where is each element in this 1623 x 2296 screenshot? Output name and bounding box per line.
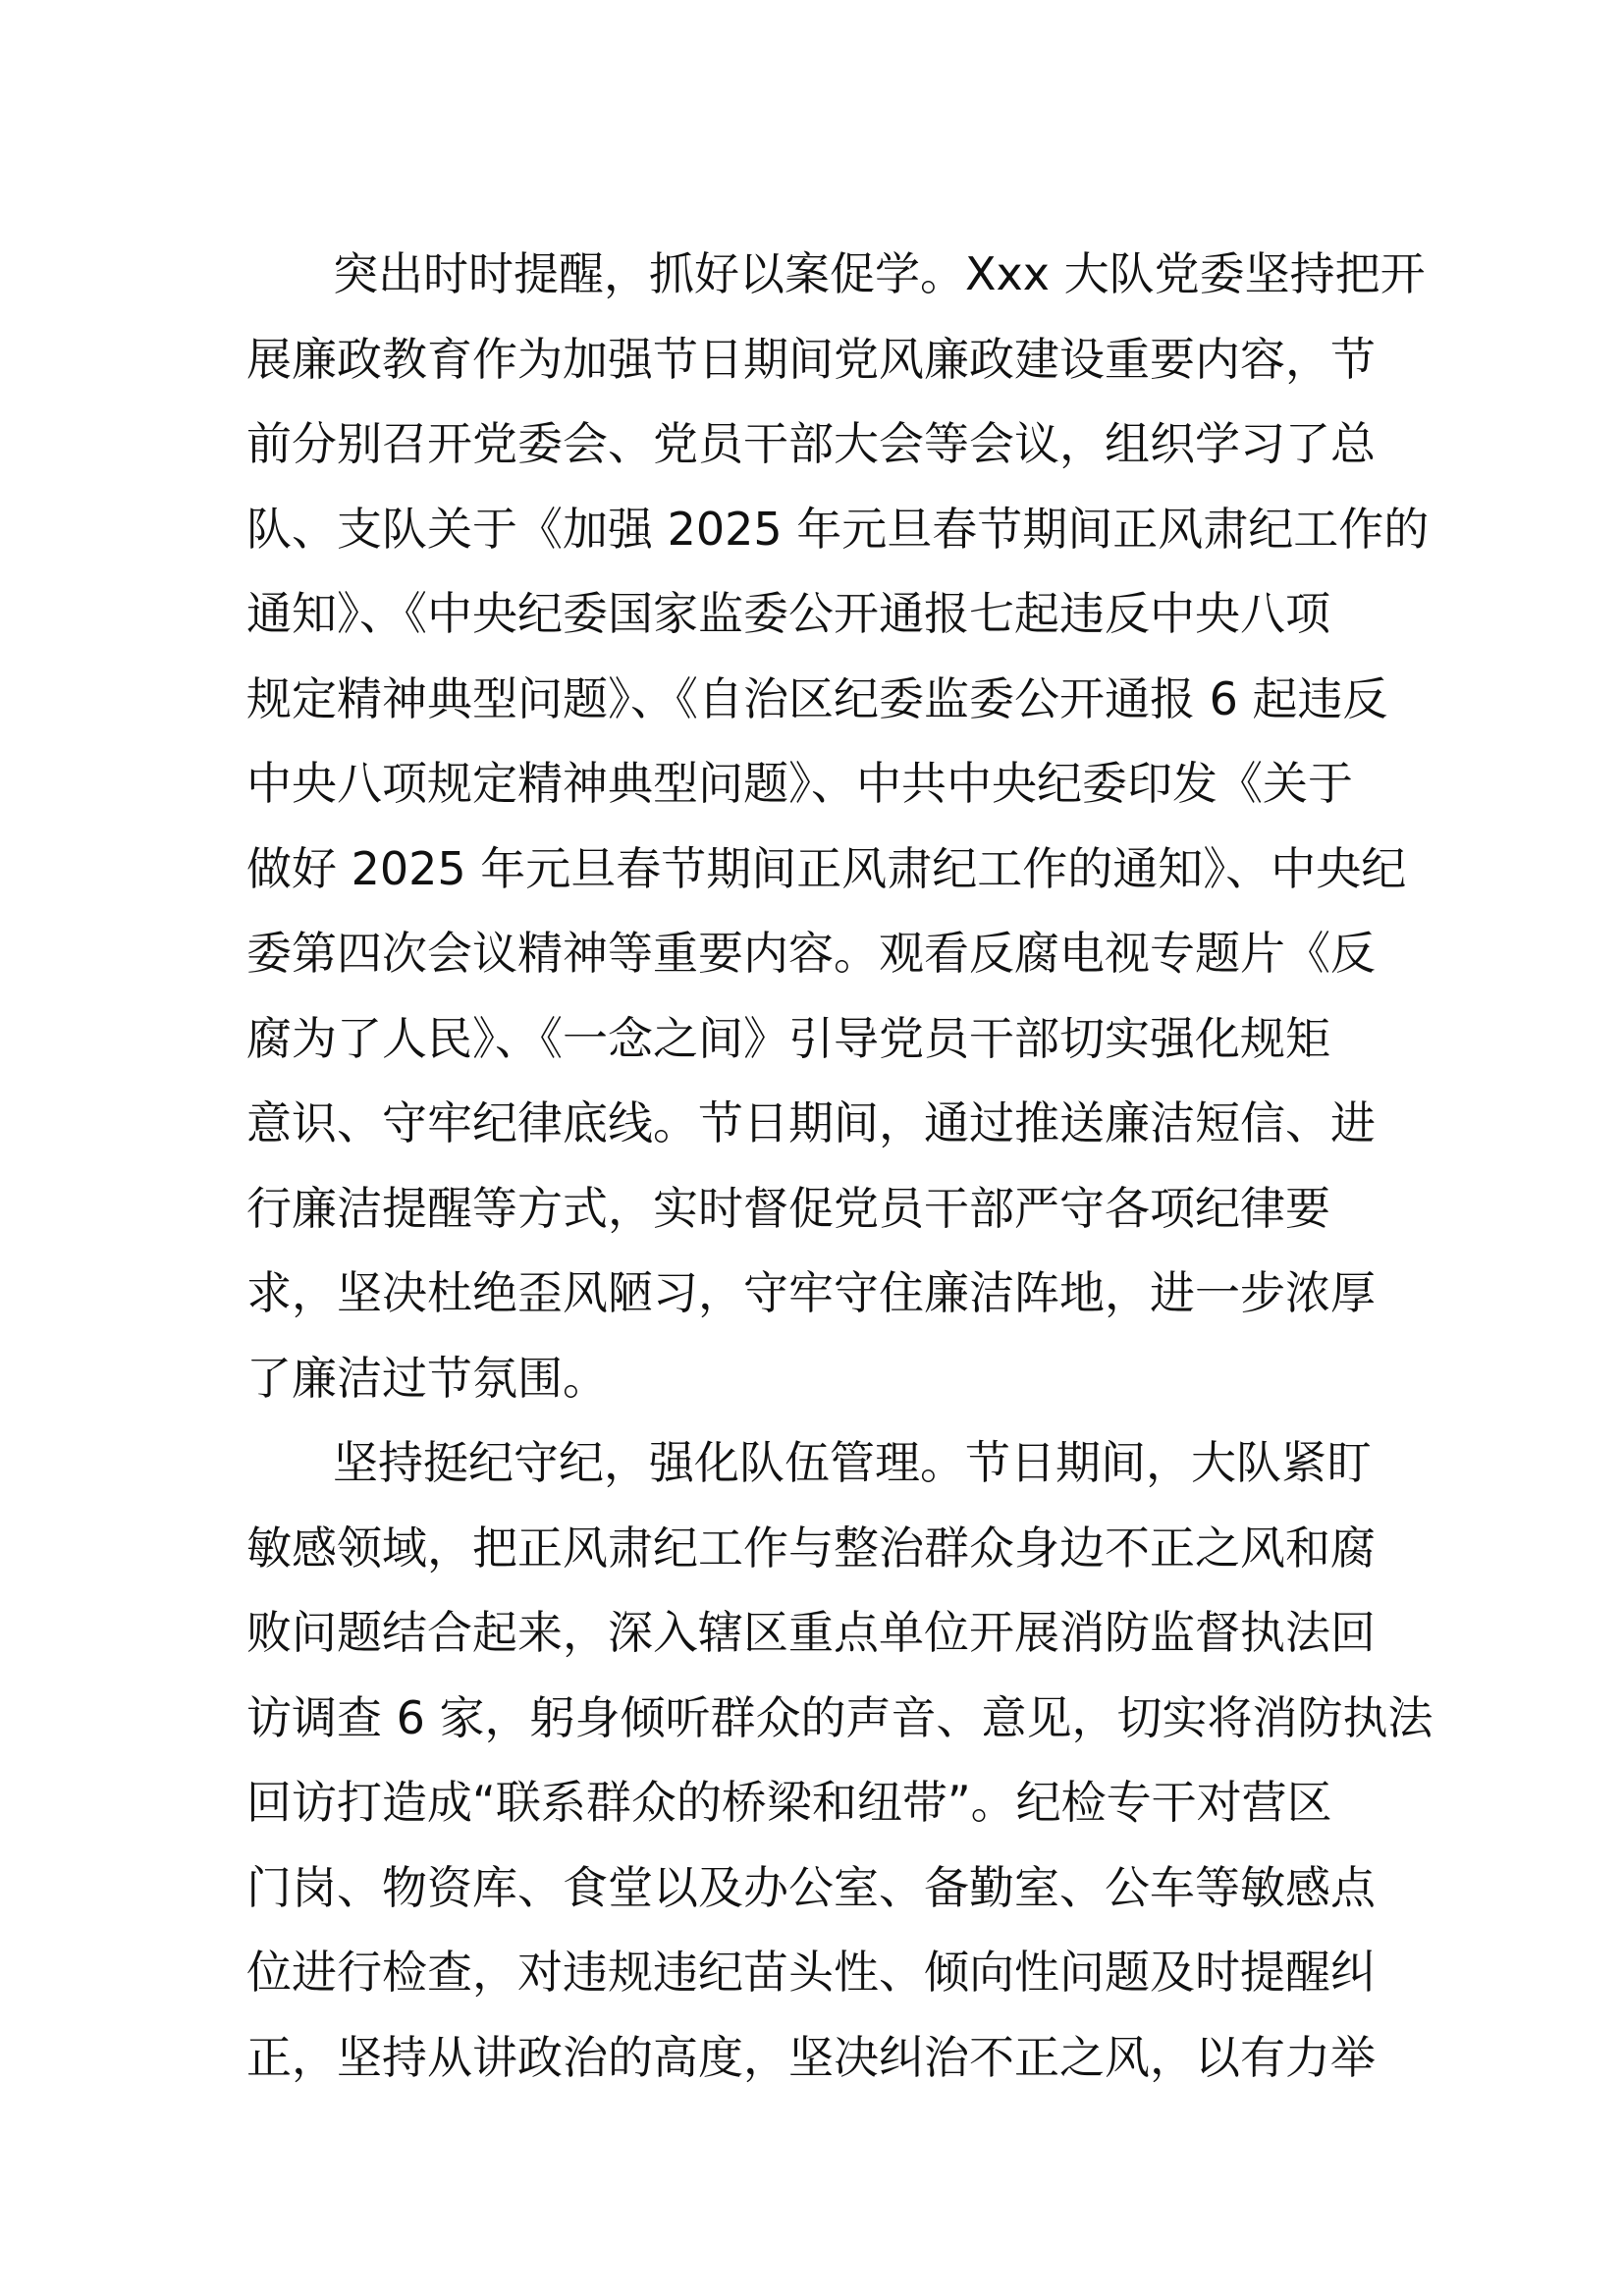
text-line: 敏感领域，把正风肃纪工作与整治群众身边不正之风和腐	[246, 1521, 1376, 1575]
text-line: 位进行检查，对违规违纪苗头性、倾向性问题及时提醒纠	[246, 1946, 1376, 1999]
text-line: 坚持挺纪守纪，强化队伍管理。节日期间，大队紧盯	[333, 1436, 1372, 1489]
text-line: 做好 2025 年元旦春节期间正风肃纪工作的通知》、中央纪	[246, 841, 1407, 895]
text-line: 了廉洁过节氛围。	[246, 1351, 608, 1405]
text-line: 突出时时提醒，抓好以案促学。Xxx 大队党委坚持把开	[333, 247, 1426, 300]
paragraph-1	[246, 232, 1430, 1420]
text-line: 委第四次会议精神等重要内容。观看反腐电视专题片《反	[246, 927, 1376, 980]
text-line: 腐为了人民》、《一念之间》引导党员干部切实强化规矩	[246, 1011, 1330, 1065]
text-line: 正，坚持从讲政治的高度，坚决纠治不正之风，以有力举	[246, 2030, 1376, 2084]
paragraph-2	[246, 1420, 1434, 2100]
text-line: 队、支队关于《加强 2025 年元旦春节期间正风肃纪工作的	[246, 502, 1430, 556]
text-line: 规定精神典型问题》、《自治区纪委监委公开通报 6 起违反	[246, 671, 1388, 725]
text-line: 门岗、物资库、食堂以及办公室、备勤室、公车等敏感点	[246, 1860, 1376, 1914]
text-line: 败问题结合起来，深入辖区重点单位开展消防监督执法回	[246, 1606, 1376, 1659]
text-line: 回访打造成“联系群众的桥梁和纽带”。纪检专干对营区	[246, 1776, 1332, 1829]
document-body	[246, 232, 1434, 2100]
text-line: 求，坚决杜绝歪风陋习，守牢守住廉洁阵地，进一步浓厚	[246, 1266, 1376, 1319]
text-line: 通知》、《中央纪委国家监委公开通报七起违反中央八项	[246, 587, 1330, 640]
text-line: 前分别召开党委会、党员干部大会等会议，组织学习了总	[246, 417, 1376, 470]
text-line: 中央八项规定精神典型问题》、中共中央纪委印发《关于	[246, 757, 1353, 810]
text-line: 访调查 6 家，躬身倾听群众的声音、意见，切实将消防执法	[246, 1690, 1434, 1744]
text-line: 意识、守牢纪律底线。节日期间，通过推送廉洁短信、进	[246, 1096, 1376, 1149]
text-line: 行廉洁提醒等方式，实时督促党员干部严守各项纪律要	[246, 1181, 1330, 1235]
text-line: 展廉政教育作为加强节日期间党风廉政建设重要内容，节	[246, 332, 1376, 386]
